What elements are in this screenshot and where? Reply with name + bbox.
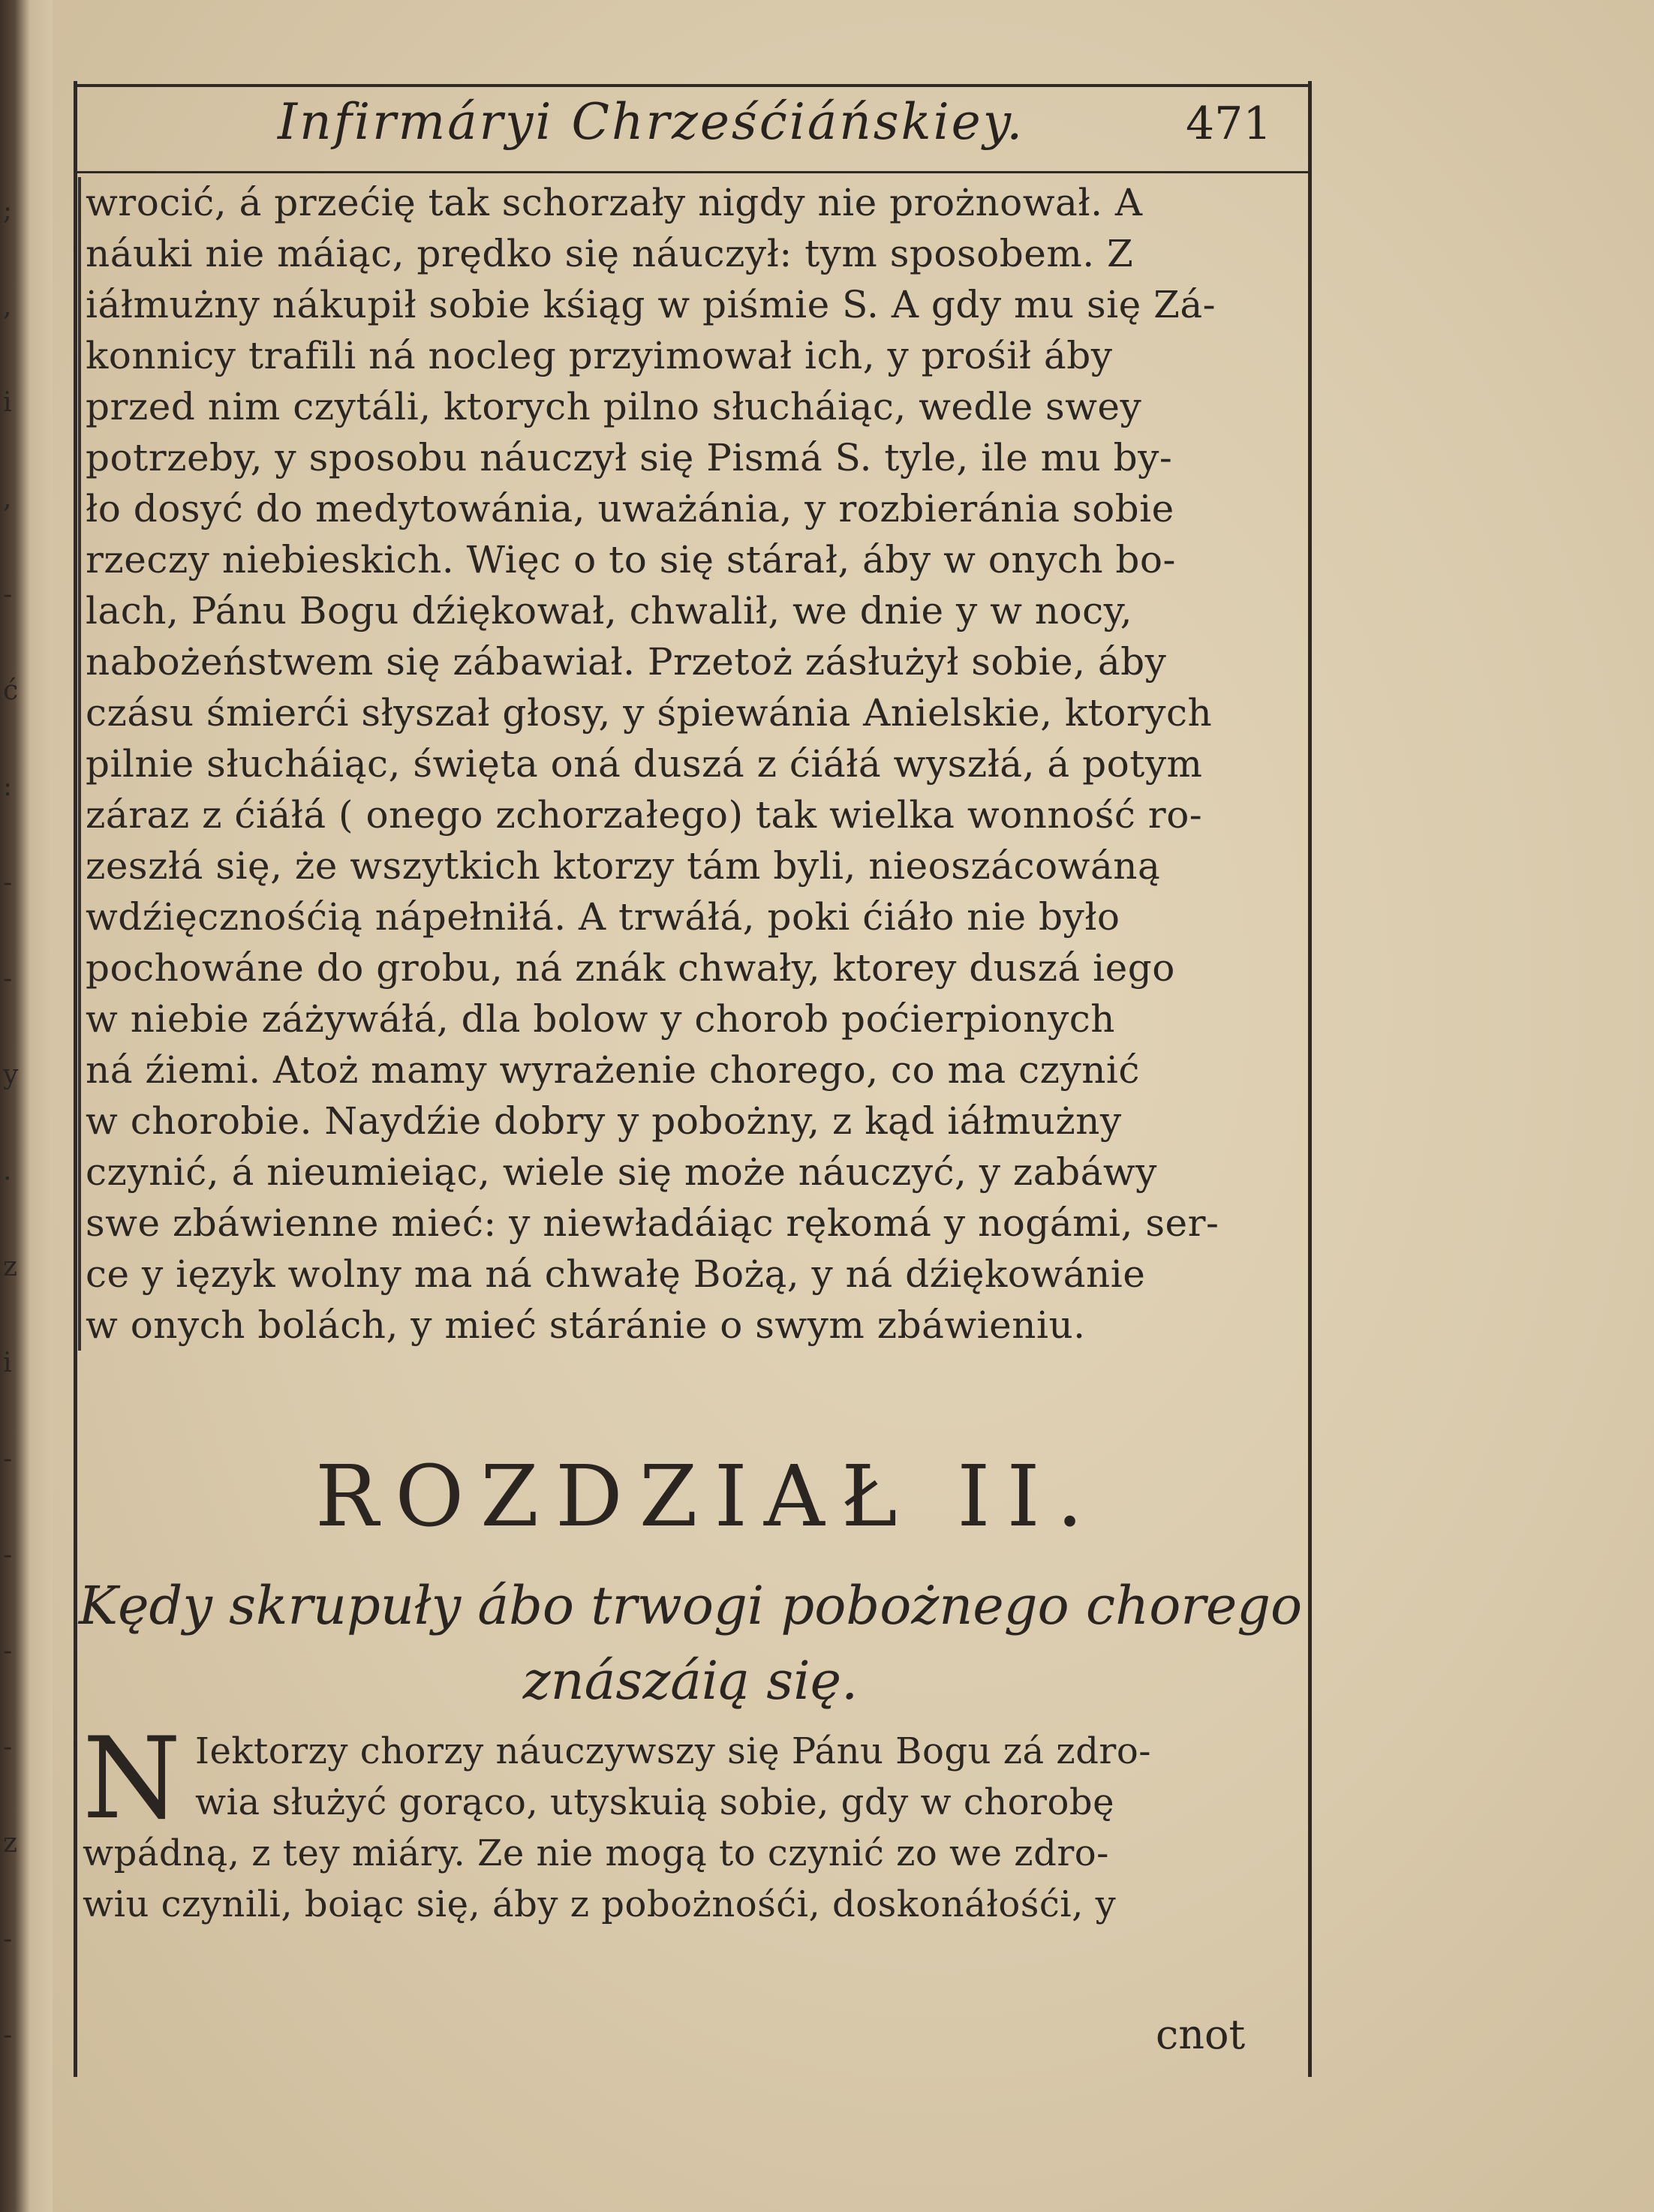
margin-mark: ć: [3, 675, 19, 706]
left-page-edge-marks: [0, 0, 30, 2212]
body-line: w chorobie. Naydźie dobry y pobożny, z kąd iáłmużny: [86, 1099, 1122, 1143]
margin-mark: -: [3, 1732, 13, 1763]
margin-mark: .: [3, 1156, 12, 1186]
margin-mark: ;: [3, 195, 13, 226]
margin-mark: i: [3, 1348, 12, 1378]
body-line: w onych bolách, y mieć stáránie o swym zbáwieniu.: [86, 1303, 1086, 1347]
margin-mark: -: [3, 1636, 13, 1667]
page-number: 471: [1186, 98, 1272, 150]
margin-mark: -: [3, 579, 13, 610]
body-line: záraz z ćiáłá ( onego zchorzałego) tak wielka wonność ro-: [86, 793, 1203, 837]
margin-mark: -: [3, 867, 13, 898]
body-line: ná źiemi. Atoż mamy wyrażenie chorego, co ma czynić: [86, 1048, 1140, 1092]
margin-mark: -: [3, 1444, 13, 1474]
margin-mark: ,: [3, 483, 12, 514]
body-line: pochowáne do grobu, ná znák chwały, ktorey duszá iego: [86, 946, 1175, 990]
body-line: czásu śmierći słyszał głosy, y śpiewánia Anielskie, ktorych: [86, 691, 1213, 735]
paragraph-two-line: wiu czynili, boiąc się, áby z pobożnośći, doskonáłośći, y: [83, 1883, 1117, 1925]
body-line: wdźięcznośćią nápełniłá. A trwáłá, poki ćiáło nie było: [86, 895, 1120, 939]
body-line: náuki nie máiąc, prędko się náuczył: tym sposobem. Z: [86, 232, 1134, 275]
margin-mark: :: [3, 771, 13, 802]
body-line: swe zbáwienne mieć: y niewładáiąc rękomá y nogámi, ser-: [86, 1201, 1219, 1245]
body-line: potrzeby, y sposobu náuczył się Pismá S. tyle, ile mu by-: [86, 436, 1173, 479]
body-line: nabożeństwem się zábawiał. Przetoż zásłużył sobie, áby: [86, 640, 1167, 684]
body-line: pilnie słucháiąc, święta oná duszá z ćiáłá wyszłá, á potym: [86, 742, 1203, 786]
paragraph-two-line: wpádną, z tey miáry. Ze nie mogą to czynić zo we zdro-: [83, 1832, 1109, 1874]
margin-mark: -: [3, 1540, 13, 1570]
margin-mark: z: [3, 1252, 17, 1282]
body-text: [78, 177, 1309, 1351]
chapter-subtitle: [75, 1568, 1306, 1718]
margin-mark: y: [3, 1059, 19, 1090]
body-line: ce y ięzyk wolny ma ná chwałę Bożą, y ná dźiękowánie: [86, 1252, 1146, 1296]
paragraph-two-line: wia służyć gorąco, utyskuią sobie, gdy w chorobę: [195, 1781, 1115, 1823]
body-line: czynić, á nieumieiąc, wiele się może náuczyć, y zabáwy: [86, 1150, 1157, 1194]
body-line: wrocić, á przećię tak schorzały nigdy nie prożnował. A: [86, 181, 1143, 224]
chapter-subtitle-line2: znászáią się.: [522, 1650, 859, 1712]
chapter-title: ROZDZIAŁ II.: [315, 1448, 1100, 1546]
drop-cap: N: [83, 1714, 182, 1844]
chapter-subtitle-line1: Kędy skrupuły ábo trwogi pobożnego chorego: [78, 1575, 1303, 1636]
margin-mark: -: [3, 1924, 13, 1955]
body-line: konnicy trafili ná nocleg przyimował ich, y prośił áby: [86, 334, 1113, 377]
margin-mark: -: [3, 2020, 13, 2051]
body-line: ło dosyć do medytowánia, uważánia, y rozbieránia sobie: [86, 487, 1174, 530]
catchword: cnot: [1156, 2011, 1246, 2058]
margin-mark: -: [3, 963, 13, 994]
header-rule-bottom: [74, 171, 1312, 173]
body-line: iáłmużny nákupił sobie kśiąg w piśmie S. A gdy mu się Zá-: [86, 283, 1216, 326]
body-line: zeszłá się, że wszytkich ktorzy tám byli, nieoszácowáną: [86, 844, 1161, 888]
margin-mark: z: [3, 1828, 17, 1859]
paragraph-two: [78, 1726, 1309, 1930]
paragraph-two-line: Iektorzy chorzy náuczywszy się Pánu Bogu zá zdro-: [195, 1730, 1151, 1772]
running-head: Infirmáryi Chrześćiáńskiey.: [278, 93, 1025, 151]
body-line: w niebie záżywáłá, dla bolow y chorob poćierpionych: [86, 997, 1115, 1041]
body-line: rzeczy niebieskich. Więc o to się stárał, áby w onych bo-: [86, 538, 1176, 582]
margin-mark: ,: [3, 291, 12, 322]
body-line: przed nim czytáli, ktorych pilno słucháiąc, wedle swey: [86, 385, 1142, 428]
body-line: lach, Pánu Bogu dźiękował, chwalił, we dnie y w nocy,: [86, 589, 1133, 633]
margin-mark: i: [3, 387, 12, 418]
